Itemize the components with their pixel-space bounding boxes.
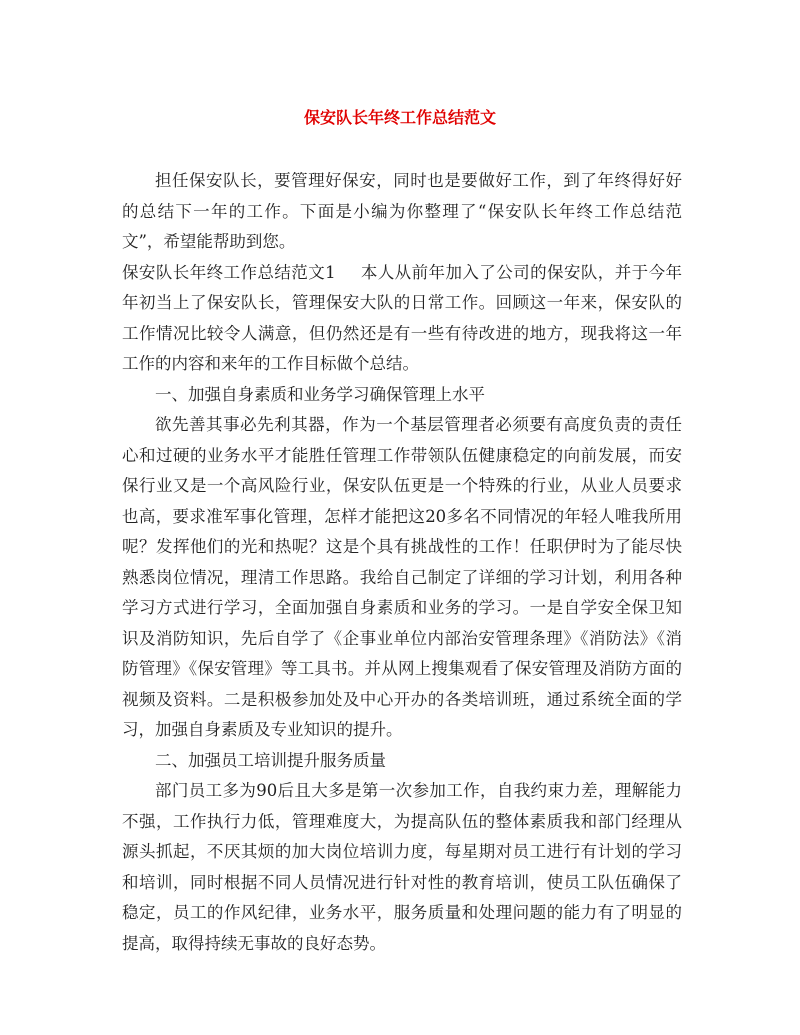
section1-heading: 一、加强自身素质和业务学习确保管理上水平 xyxy=(155,384,485,404)
section1-paragraph: 欲先善其事必先利其器，作为一个基层管理者必须要有高度负责的责任心和过硬的业务水平才能胜任管理工作带领队伍健康稳定的向前发展，而安保行业又是一个高风险行业，保安队伍更是一个特殊的行业，从业人员要求也高，要求准军事化管理，怎样才能把这20多名不同情况的年轻人唯我所用呢？发挥他们的光和热呢？这是个具有挑战性的工作！任职伊时为了能尽快熟悉岗位情况，理清工作思路。我给自己制定了详细的学习计划，利用各种学习方式进行学习，全面加强自身素质和业务的学习。一是自学安全保卫知识及消防知识，先后自学了《企事业单位内部治安管理条理》《消防法》《消防管理》《保安管理》等工具书。并从网上搜集观看了保安管理及消防方面的视频及资料。二是积极参加处及中心开办的各类培训班，通过系统全面的学习，加强自身素质及专业知识的提升。 xyxy=(122,415,682,739)
article-opening-text: 本人从前年加入了公司的保安队，并于今年年初当上了保安队长，管理保安大队的日常工作。回顾这一年来，保安队的工作情况比较令人满意，但仍然还是有一些有待改进的地方，现我将这一年工作的内容和来年的工作目标做个总结。 xyxy=(122,262,683,373)
intro-paragraph: 担任保安队长，要管理好保安，同时也是要做好工作，到了年终得好好的总结下一年的工作。下面是小编为你整理了“保安队长年终工作总结范文”，希望能帮助到您。 xyxy=(122,171,682,251)
section2-heading: 二、加强员工培训提升服务质量 xyxy=(155,750,386,770)
article-label: 保安队长年终工作总结范文1 xyxy=(122,262,336,282)
document-title: 保安队长年终工作总结范文 xyxy=(303,108,496,127)
article-paragraph xyxy=(122,258,682,380)
document-body xyxy=(122,166,682,959)
section2-paragraph: 部门员工多为90后且大多是第一次参加工作，自我约束力差，理解能力不强，工作执行力低，管理难度大，为提高队伍的整体素质我和部门经理从源头抓起，不厌其烦的加大岗位培训力度，每星期对员工进行有计划的学习和培训，同时根据不同人员情况进行针对性的教育培训，使员工队伍确保了稳定，员工的作风纪律，业务水平，服务质量和处理问题的能力有了明显的提高，取得持续无事故的良好态势。 xyxy=(122,781,682,953)
